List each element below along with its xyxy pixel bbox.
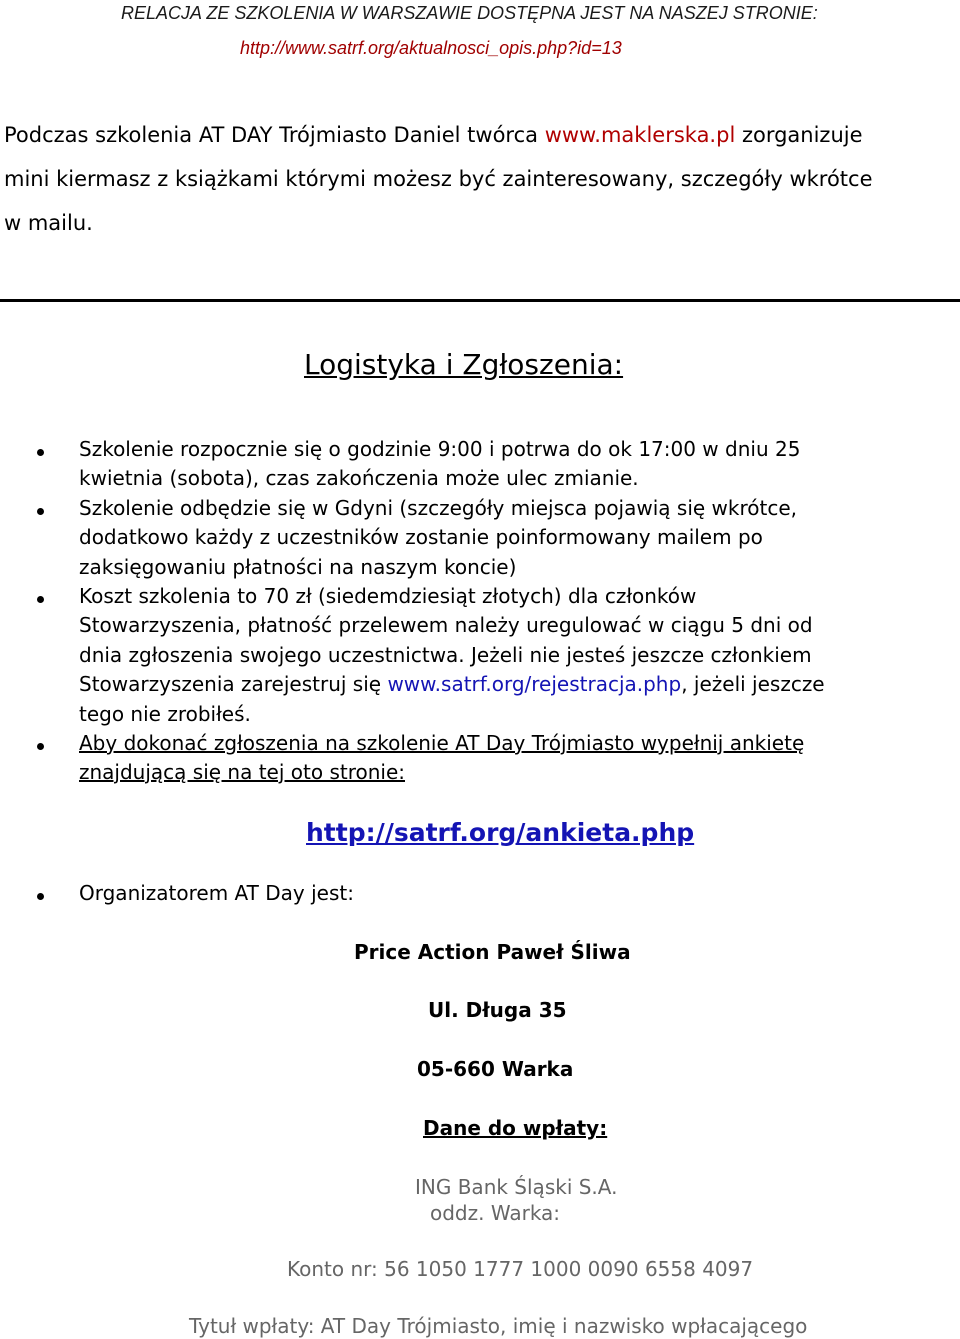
bullet-3-text: , jeżeli jeszcze: [681, 672, 825, 696]
bullet-2-line-3: zaksięgowaniu płatności na naszym koncie): [79, 555, 517, 579]
organizer-name: Price Action Paweł Śliwa: [354, 940, 631, 964]
organizer-city: 05-660 Warka: [417, 1057, 574, 1081]
intro-text: zorganizuje: [735, 123, 863, 147]
intro-line-2: mini kiermasz z książkami którymi możesz być zainteresowany, szczegóły wkrótce: [4, 167, 873, 191]
intro-line-1: [4, 123, 863, 147]
intro-text: Podczas szkolenia AT DAY Trójmiasto Daniel twórca: [4, 123, 545, 147]
bullet-icon: [37, 596, 44, 603]
transfer-title: Tytuł wpłaty: AT Day Trójmiasto, imię i nazwisko wpłacającego: [189, 1314, 808, 1338]
bullet-4-line-2: znajdującą się na tej oto stronie:: [79, 760, 405, 784]
organizer-street: Ul. Długa 35: [428, 998, 567, 1022]
payment-heading: Dane do wpłaty:: [423, 1116, 608, 1140]
registration-link[interactable]: www.satrf.org/rejestracja.php: [387, 672, 682, 696]
bullet-3-line-1: Koszt szkolenia to 70 zł (siedemdziesiąt złotych) dla członków: [79, 584, 697, 608]
bullet-icon: [37, 743, 44, 750]
section-title: Logistyka i Zgłoszenia:: [304, 348, 624, 381]
intro-line-3: w mailu.: [4, 211, 93, 235]
bank-name: ING Bank Śląski S.A.: [415, 1175, 618, 1199]
report-link[interactable]: http://www.satrf.org/aktualnosci_opis.php?id=13: [240, 38, 622, 58]
bullet-icon: [37, 508, 44, 515]
bullet-4-line-1: Aby dokonać zgłoszenia na szkolenie AT Day Trójmiasto wypełnij ankietę: [79, 731, 805, 755]
bullet-3-text: Stowarzyszenia zarejestruj się: [79, 672, 388, 696]
bullet-5-text: Organizatorem AT Day jest:: [79, 881, 354, 905]
bullet-3-line-3: dnia zgłoszenia swojego uczestnictwa. Jeżeli nie jesteś jeszcze członkiem: [79, 643, 812, 667]
horizontal-divider: [0, 299, 960, 302]
bullet-icon: [37, 893, 44, 900]
bullet-1-line-1: Szkolenie rozpocznie się o godzinie 9:00 i potrwa do ok 17:00 w dniu 25: [79, 437, 801, 461]
bullet-icon: [37, 449, 44, 456]
bullet-2-line-1: Szkolenie odbędzie się w Gdyni (szczegóły miejsca pojawią się wkrótce,: [79, 496, 797, 520]
header-notice: RELACJA ZE SZKOLENIA W WARSZAWIE DOSTĘPNA JEST NA NASZEJ STRONIE:: [121, 3, 818, 23]
account-number: Konto nr: 56 1050 1777 1000 0090 6558 4097: [287, 1257, 754, 1281]
bullet-1-line-2: kwietnia (sobota), czas zakończenia może ulec zmianie.: [79, 466, 639, 490]
survey-link[interactable]: http://satrf.org/ankieta.php: [306, 818, 695, 847]
bullet-3-line-5: tego nie zrobiłeś.: [79, 702, 251, 726]
bank-branch: oddz. Warka:: [430, 1201, 561, 1225]
bullet-2-line-2: dodatkowo każdy z uczestników zostanie poinformowany mailem po: [79, 525, 763, 549]
bullet-3-line-4: [79, 672, 825, 696]
maklerska-link[interactable]: www.maklerska.pl: [544, 123, 736, 147]
bullet-3-line-2: Stowarzyszenia, płatność przelewem należy uregulować w ciągu 5 dni od: [79, 613, 813, 637]
